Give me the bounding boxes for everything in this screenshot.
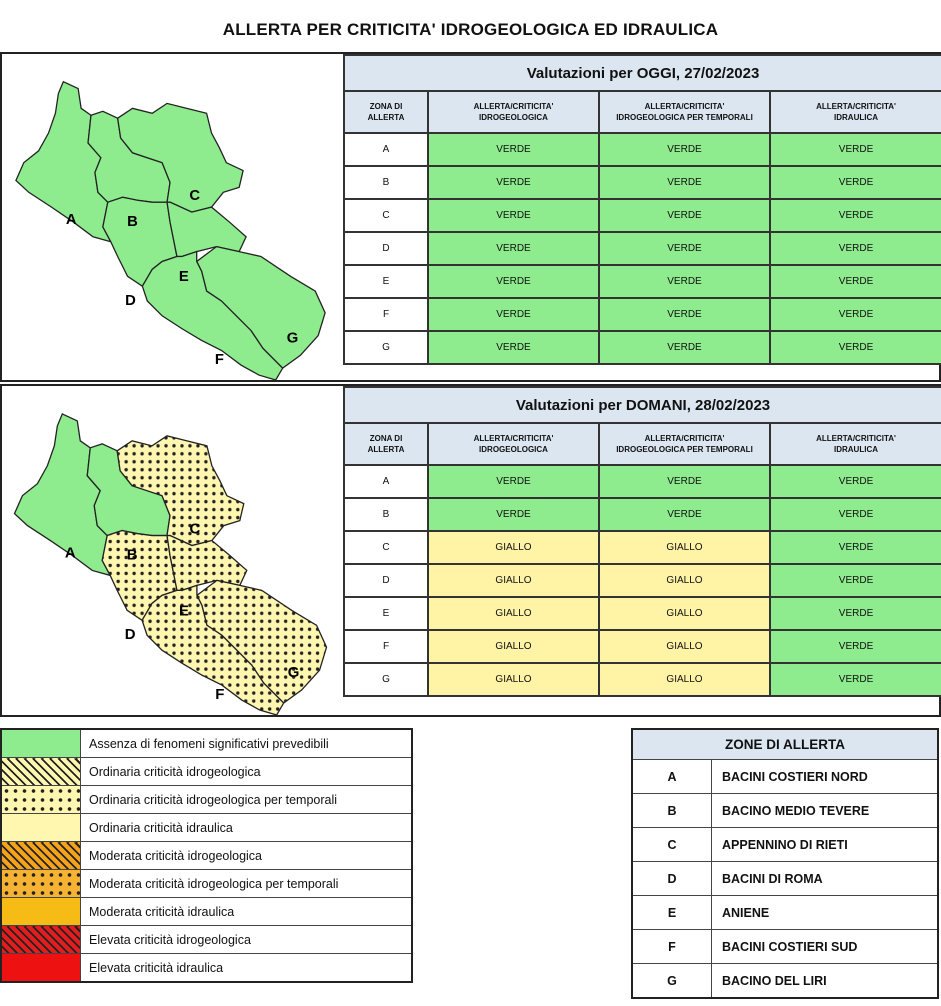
- zone-cell: F: [344, 298, 428, 331]
- table-row: [344, 630, 941, 663]
- legend-swatch: [1, 758, 81, 786]
- table-row: [344, 331, 941, 364]
- col-idro-header: ALLERTA/CRITICITA' IDROGEOLOGICA: [428, 91, 599, 133]
- legend-row: [1, 842, 412, 870]
- col-idra-header: ALLERTA/CRITICITA' IDRAULICA: [770, 91, 941, 133]
- alert-level-cell: VERDE: [770, 232, 941, 265]
- tomorrow-table: [343, 386, 941, 697]
- map-label: F: [214, 352, 224, 369]
- map-label: C: [189, 188, 201, 205]
- alert-level-cell: GIALLO: [428, 663, 599, 696]
- alert-level-cell: VERDE: [428, 465, 599, 498]
- table-row: [344, 133, 941, 166]
- alert-level-cell: GIALLO: [599, 531, 770, 564]
- legend-label: Moderata criticità idrogeologica per temporali: [81, 870, 413, 898]
- table-row: [344, 531, 941, 564]
- alert-level-cell: GIALLO: [599, 630, 770, 663]
- zone-letter: B: [632, 794, 712, 828]
- table-row: [344, 166, 941, 199]
- alert-level-cell: VERDE: [770, 663, 941, 696]
- alert-level-cell: VERDE: [770, 465, 941, 498]
- zone-row: [632, 896, 938, 930]
- alert-level-cell: VERDE: [770, 498, 941, 531]
- legend-swatch: [1, 898, 81, 926]
- zone-row: [632, 964, 938, 999]
- map-today: [2, 54, 342, 380]
- alert-level-cell: VERDE: [428, 133, 599, 166]
- zone-row: [632, 794, 938, 828]
- zone-letter: E: [632, 896, 712, 930]
- alert-level-cell: VERDE: [599, 298, 770, 331]
- alert-level-cell: GIALLO: [599, 564, 770, 597]
- today-table: [343, 54, 941, 365]
- table-row: [344, 199, 941, 232]
- map-label: E: [178, 269, 189, 286]
- alert-level-cell: VERDE: [428, 166, 599, 199]
- zone-name: ANIENE: [712, 896, 939, 930]
- alert-level-cell: GIALLO: [428, 597, 599, 630]
- legend-row: [1, 814, 412, 842]
- zone-letter: D: [632, 862, 712, 896]
- map-label: F: [215, 686, 225, 704]
- alert-level-cell: VERDE: [770, 298, 941, 331]
- page-title: ALLERTA PER CRITICITA' IDROGEOLOGICA ED IDRAULICA: [222, 20, 719, 39]
- alert-level-cell: VERDE: [770, 630, 941, 663]
- alert-level-cell: GIALLO: [428, 531, 599, 564]
- alert-level-cell: VERDE: [599, 166, 770, 199]
- map-label: E: [178, 602, 189, 620]
- map-label: B: [127, 213, 138, 230]
- tomorrow-heading: Valutazioni per DOMANI, 28/02/2023: [344, 387, 941, 423]
- legend-swatch: [1, 842, 81, 870]
- alert-level-cell: VERDE: [770, 597, 941, 630]
- zone-name: BACINI COSTIERI NORD: [712, 760, 939, 794]
- zone-cell: A: [344, 465, 428, 498]
- alert-level-cell: VERDE: [428, 265, 599, 298]
- table-row: [344, 663, 941, 696]
- col-idra-header: ALLERTA/CRITICITA' IDRAULICA: [770, 423, 941, 465]
- zone-cell: D: [344, 564, 428, 597]
- tomorrow-panel: [0, 384, 941, 717]
- map-zone-a: [16, 82, 111, 242]
- zone-letter: F: [632, 930, 712, 964]
- zone-cell: B: [344, 498, 428, 531]
- alert-level-cell: GIALLO: [428, 630, 599, 663]
- alert-level-cell: VERDE: [599, 133, 770, 166]
- legend-swatch: [1, 786, 81, 814]
- col-zone-header: ZONA DI ALLERTA: [344, 423, 428, 465]
- map-label: D: [124, 626, 136, 644]
- zone-letter: C: [632, 828, 712, 862]
- legend-label: Assenza di fenomeni significativi prevedibili: [81, 729, 413, 758]
- zone-cell: C: [344, 531, 428, 564]
- map-label: C: [189, 520, 201, 538]
- zone-letter: A: [632, 760, 712, 794]
- map-zone-e: [167, 536, 247, 591]
- zone-row: [632, 930, 938, 964]
- zone-row: [632, 760, 938, 794]
- alert-level-cell: VERDE: [770, 531, 941, 564]
- zone-cell: F: [344, 630, 428, 663]
- today-heading: Valutazioni per OGGI, 27/02/2023: [344, 55, 941, 91]
- map-label: B: [126, 546, 138, 564]
- map-zone-a: [14, 414, 110, 576]
- col-idro-header: ALLERTA/CRITICITA' IDROGEOLOGICA: [428, 423, 599, 465]
- legend-label: Moderata criticità idrogeologica: [81, 842, 413, 870]
- alert-level-cell: VERDE: [428, 498, 599, 531]
- legend-row: [1, 898, 412, 926]
- alert-level-cell: VERDE: [770, 331, 941, 364]
- zone-row: [632, 862, 938, 896]
- zone-name: BACINI COSTIERI SUD: [712, 930, 939, 964]
- zone-cell: E: [344, 597, 428, 630]
- alert-level-cell: VERDE: [428, 331, 599, 364]
- table-row: [344, 597, 941, 630]
- zone-cell: G: [344, 663, 428, 696]
- zone-name: BACINO DEL LIRI: [712, 964, 939, 999]
- zone-cell: E: [344, 265, 428, 298]
- alert-level-cell: GIALLO: [599, 663, 770, 696]
- alert-level-cell: VERDE: [599, 232, 770, 265]
- alert-level-cell: VERDE: [599, 199, 770, 232]
- legend-swatch: [1, 926, 81, 954]
- legend-swatch: [1, 814, 81, 842]
- alert-level-cell: GIALLO: [428, 564, 599, 597]
- alert-level-cell: VERDE: [770, 199, 941, 232]
- legend-swatch: [1, 954, 81, 983]
- alert-level-cell: VERDE: [599, 465, 770, 498]
- zone-name: BACINO MEDIO TEVERE: [712, 794, 939, 828]
- map-label: A: [64, 544, 76, 562]
- zones-table: [631, 728, 939, 999]
- legend-label: Ordinaria criticità idrogeologica per temporali: [81, 786, 413, 814]
- alert-level-cell: VERDE: [428, 298, 599, 331]
- legend-row: [1, 729, 412, 758]
- legend-label: Elevata criticità idrogeologica: [81, 926, 413, 954]
- legend-row: [1, 926, 412, 954]
- map-label: D: [125, 292, 136, 309]
- map-zone-e: [167, 202, 246, 256]
- table-row: [344, 465, 941, 498]
- zone-name: BACINI DI ROMA: [712, 862, 939, 896]
- zone-cell: G: [344, 331, 428, 364]
- zone-row: [632, 828, 938, 862]
- alert-level-cell: GIALLO: [599, 597, 770, 630]
- zone-cell: B: [344, 166, 428, 199]
- legend-row: [1, 954, 412, 983]
- zones-heading: ZONE DI ALLERTA: [632, 729, 938, 760]
- legend-label: Elevata criticità idraulica: [81, 954, 413, 983]
- alert-level-cell: VERDE: [428, 232, 599, 265]
- alert-level-cell: VERDE: [599, 498, 770, 531]
- alert-level-cell: VERDE: [428, 199, 599, 232]
- zone-cell: A: [344, 133, 428, 166]
- alert-level-cell: VERDE: [599, 331, 770, 364]
- alert-level-cell: VERDE: [770, 265, 941, 298]
- table-row: [344, 564, 941, 597]
- legend-label: Moderata criticità idraulica: [81, 898, 413, 926]
- table-row: [344, 265, 941, 298]
- legend-row: [1, 870, 412, 898]
- zone-cell: D: [344, 232, 428, 265]
- zone-name: APPENNINO DI RIETI: [712, 828, 939, 862]
- zone-letter: G: [632, 964, 712, 999]
- col-temp-header: ALLERTA/CRITICITA' IDROGEOLOGICA PER TEMPORALI: [599, 91, 770, 133]
- alert-level-cell: VERDE: [599, 265, 770, 298]
- zone-cell: C: [344, 199, 428, 232]
- legend-label: Ordinaria criticità idraulica: [81, 814, 413, 842]
- map-tomorrow: [2, 386, 342, 715]
- map-label: A: [65, 211, 77, 228]
- legend-swatch: [1, 870, 81, 898]
- alert-level-cell: VERDE: [770, 166, 941, 199]
- table-row: [344, 298, 941, 331]
- alert-level-cell: VERDE: [770, 133, 941, 166]
- table-row: [344, 232, 941, 265]
- legend-swatch: [1, 729, 81, 758]
- table-row: [344, 498, 941, 531]
- legend-label: Ordinaria criticità idrogeologica: [81, 758, 413, 786]
- col-temp-header: ALLERTA/CRITICITA' IDROGEOLOGICA PER TEMPORALI: [599, 423, 770, 465]
- legend-row: [1, 786, 412, 814]
- legend-table: [0, 728, 413, 983]
- map-label: G: [287, 664, 300, 682]
- legend-row: [1, 758, 412, 786]
- col-zone-header: ZONA DI ALLERTA: [344, 91, 428, 133]
- map-label: G: [286, 330, 299, 347]
- alert-level-cell: VERDE: [770, 564, 941, 597]
- today-panel: [0, 52, 941, 382]
